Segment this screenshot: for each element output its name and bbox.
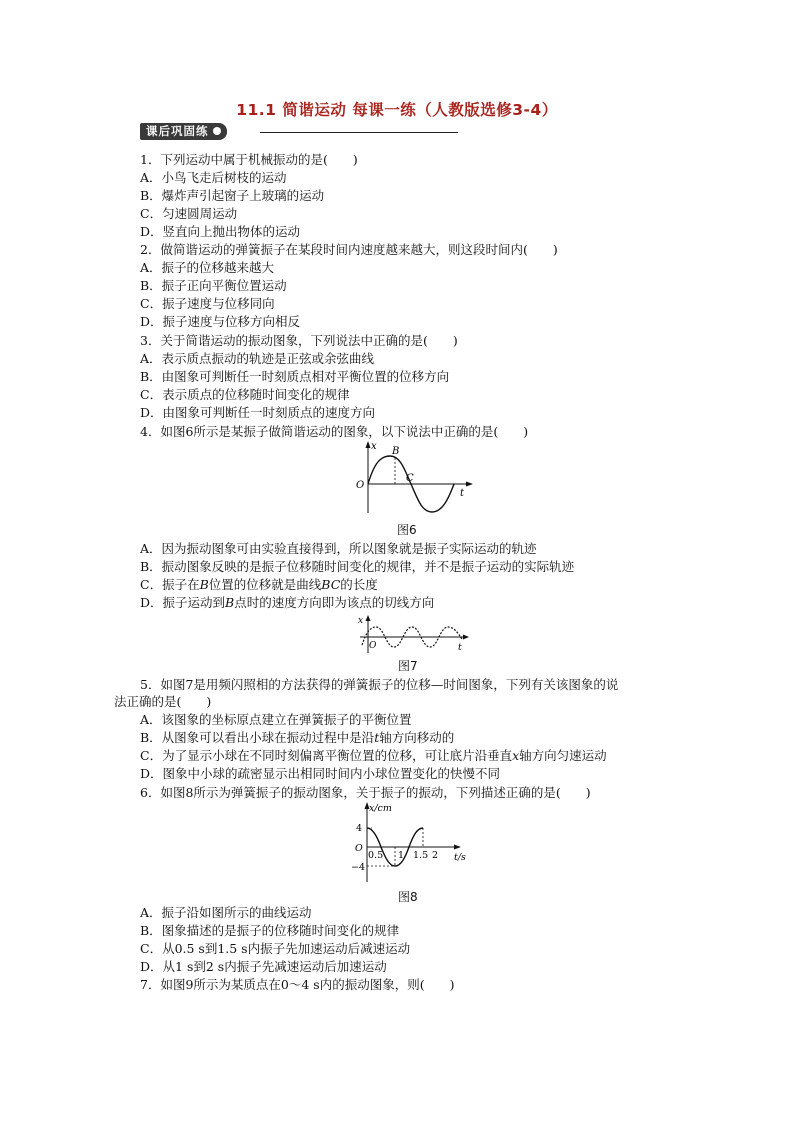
fig6-point-c-label: C — [406, 473, 414, 484]
figure-8-graph — [350, 800, 480, 884]
bullet-dot-icon — [213, 127, 221, 135]
figure-7-caption: 图7 — [398, 659, 418, 673]
section-divider — [260, 132, 458, 133]
fig7-axis-t-label: t — [458, 643, 462, 653]
fig7-origin-label: O — [369, 641, 377, 651]
page-title: 11.1 简谐运动 每课一练（人教版选修3-4） — [236, 101, 558, 119]
question-1-stem: 1．下列运动中属于机械振动的是( ) — [140, 152, 358, 167]
question-6-option-c: C．从0.5 s到1.5 s内振子先加速运动后减速运动 — [140, 941, 411, 956]
figure-8-caption: 图8 — [398, 890, 418, 904]
fig6-point-b-label: B — [392, 446, 400, 457]
question-3-option-a: A．表示质点振动的轨迹是正弦或余弦曲线 — [140, 351, 375, 366]
question-3-stem: 3．关于简谐运动的振动图象，下列说法中正确的是( ) — [140, 333, 458, 348]
question-2-option-d: D．振子速度与位移方向相反 — [140, 314, 301, 329]
question-3-option-b: B．由图象可判断任一时刻质点相对平衡位置的位移方向 — [140, 369, 450, 384]
question-4-option-a: A．因为振动图象可由实验直接得到，所以图象就是振子实际运动的轨迹 — [140, 541, 537, 556]
fig8-xtick-1: 1 — [398, 850, 405, 861]
question-1-option-c: C．匀速圆周运动 — [140, 206, 238, 221]
fig7-axis-x-label: x — [358, 616, 364, 626]
fig8-xtick-0.5: 0.5 — [368, 850, 384, 861]
question-4-option-c: C．振子在B位置的位移就是曲线BC的长度 — [140, 577, 378, 592]
question-3-option-c: C．表示质点的位移随时间变化的规律 — [140, 387, 350, 402]
section-banner — [140, 123, 227, 140]
question-3-option-d: D．由图象可判断任一时刻质点的速度方向 — [140, 405, 376, 420]
question-2-option-a: A．振子的位移越来越大 — [140, 260, 275, 275]
question-5-option-a: A．该图象的坐标原点建立在弹簧振子的平衡位置 — [140, 712, 412, 727]
question-4-option-d: D．振子运动到B点时的速度方向即为该点的切线方向 — [140, 595, 435, 610]
question-4-stem: 4．如图6所示是某振子做简谐运动的图象，以下说法中正确的是( ) — [140, 424, 529, 439]
question-2-stem: 2．做简谐运动的弹簧振子在某段时间内速度越来越大，则这段时间内( ) — [140, 242, 558, 257]
question-7-stem: 7．如图9所示为某质点在0～4 s内的振动图象，则( ) — [140, 977, 455, 992]
question-5-stem-line-2: 法正确的是( ) — [114, 694, 212, 709]
fig8-xtick-2: 2 — [432, 850, 439, 861]
question-4-option-b: B．振动图象反映的是振子位移随时间变化的规律，并不是振子运动的实际轨迹 — [140, 559, 575, 574]
question-5-option-b: B．从图象可以看出小球在振动过程中是沿t轴方向移动的 — [140, 730, 455, 745]
fig6-axis-t-label: t — [460, 488, 465, 499]
figure-7-graph — [354, 613, 474, 655]
figure-6-caption: 图6 — [397, 523, 417, 537]
question-5-option-d: D．图象中小球的疏密显示出相同时间内小球位置变化的快慢不同 — [140, 766, 501, 781]
question-5-option-c: C．为了显示小球在不同时刻偏离平衡位置的位移，可让底片沿垂直x轴方向匀速运动 — [140, 748, 607, 763]
question-1-option-a: A．小鸟飞走后树枝的运动 — [140, 170, 287, 185]
fig8-ytick-4: 4 — [356, 823, 363, 834]
section-label: 课后巩固练 — [140, 123, 227, 140]
fig8-origin-label: O — [355, 843, 363, 854]
question-5-stem-line-1: 5．如图7是用频闪照相的方法获得的弹簧振子的位移—时间图象，下列有关该图象的说 — [140, 677, 619, 692]
fig8-xtick-1.5: 1.5 — [413, 850, 429, 861]
question-6-stem: 6．如图8所示为弹簧振子的振动图象，关于振子的振动，下列描述正确的是( ) — [140, 785, 591, 800]
fig6-origin-label: O — [356, 480, 365, 491]
question-2-option-b: B．振子正向平衡位置运动 — [140, 278, 287, 293]
fig6-axis-x-label: x — [371, 441, 377, 452]
question-2-option-c: C．振子速度与位移同向 — [140, 296, 275, 311]
fig8-ytick-neg4: −4 — [351, 862, 366, 873]
figure-6-graph — [348, 438, 478, 518]
question-1-option-d: D．竖直向上抛出物体的运动 — [140, 224, 301, 239]
fig8-ylabel: x/cm — [369, 803, 392, 814]
question-6-option-a: A．振子沿如图所示的曲线运动 — [140, 905, 312, 920]
fig8-xlabel: t/s — [454, 852, 466, 863]
question-6-option-d: D．从1 s到2 s内振子先减速运动后加速运动 — [140, 959, 387, 974]
question-6-option-b: B．图象描述的是振子的位移随时间变化的规律 — [140, 923, 400, 938]
question-1-option-b: B．爆炸声引起窗子上玻璃的运动 — [140, 188, 325, 203]
